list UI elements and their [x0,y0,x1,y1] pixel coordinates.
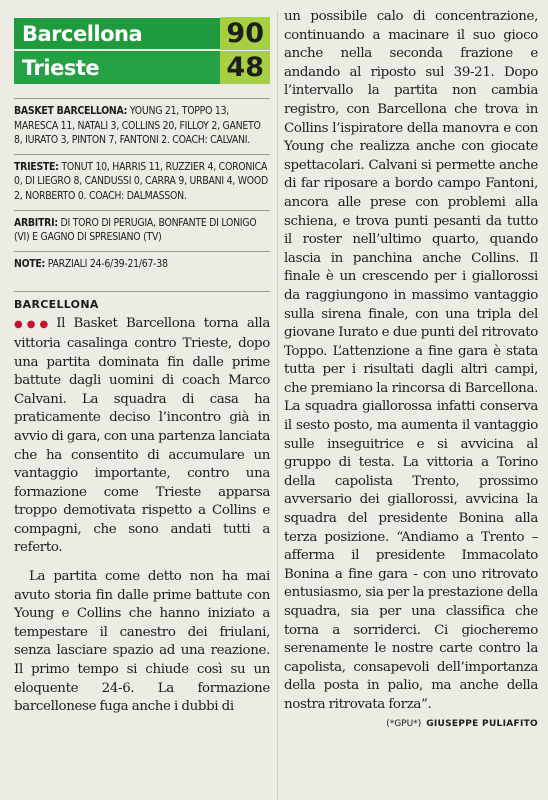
referees [14,216,270,245]
author-initials: (*GPU*) [386,718,422,729]
divider [14,154,270,155]
barcellona-lineup [14,104,270,148]
author-name: GIUSEPPE PULIAFITO [426,718,538,729]
byline [284,719,538,729]
notes-text: PARZIALI 24-6/39-21/67-38 [45,257,168,270]
referees-label: ARBITRI: [14,216,58,229]
boxscore [14,98,270,271]
barcellona-players: YOUNG 21, TOPPO 13, MARESCA 11, NATALI 3, COLLINS 20, FILLOY 2, GANETO 8, IURATO 3, PINTON 7, FANTONI 2. COACH: CALVANI. [14,105,261,147]
home-team-row [14,18,270,51]
away-team-row [14,51,270,84]
divider [14,210,270,211]
article-paragraph: La partita come detto non ha mai avuto storia fin dalle prime battute con Young e Collins che hanno iniziato a tempestare il canestro dei friulani, senza lasciare spazio ad una reazione. Il primo tempo si chiude così su un eloquente 24-6. La formazione barcellonese fuga anche i dubbi di [14,569,270,715]
section-label: BARCELLONA [14,291,270,311]
away-team-name: Trieste [22,55,100,80]
trieste-players: TONUT 10, HARRIS 11, RUZZIER 4, CORONICA 0, DI LIEGRO 8, CANDUSSI 0, CARRA 9, URBANI 4, WOOD 2, NORBERTO 0. COACH: DALMASSON. [14,160,268,202]
article-left-text [14,315,270,716]
divider [14,98,270,99]
column-divider [277,10,278,800]
away-team-score: 48 [220,51,270,84]
notes [14,257,270,272]
referees-text: DI TORO DI PERUGIA, BONFANTE DI LONIGO (VI) E GAGNO DI SPRESIANO (TV) [14,216,257,244]
article-paragraph [14,315,270,558]
notes-label: NOTE: [14,257,46,270]
barcellona-label: BASKET BARCELLONA: [14,105,128,117]
home-team-score: 90 [220,17,270,50]
divider [14,251,270,252]
trieste-lineup [14,160,270,204]
paragraph-text: Il Basket Barcellona torna alla vittoria casalinga contro Trieste, dopo una partita dominata fin dalle prime battute dagli uomini di coach Marco Calvani. La squadra di casa ha praticamente deciso l’incontro già in avvio di gara, con una partenza lanciata che ha consentito di accumulare un vantaggio importante, contro una formazione come Trieste apparsa troppo demotivata rispetto a Collins e compagni, che sono andati tutti a referto. [14,316,270,556]
trieste-label: TRIESTE: [14,160,59,173]
article-paragraph: un possibile calo di concentrazione, continuando a macinare il suo gioco anche nella seconda frazione e andando al riposto sul 39-21. Dopo l’intervallo la partita non cambia registro, con Barcellona che trova in Collins l’ispiratore della manovra e con Young che realizza anche con giocate spettacolari. Calvani si permette anche di far riposare a bordo campo Fantoni, ancora alle prese con problemi alla schiena, e trova punti pesanti da tutto il roster nell’ultimo quarto, quando lascia in panchina anche Collins. Il finale è un crescendo per i giallorossi da raggiungono in massimo vantaggio sulla sirena finale, con una tripla del giovane Iurato e due punti del ritrovato Toppo. L’attenzione a fine gara è stata tutta per i risultati dagli altri campi, che premiano la rincorsa di Barcellona. La squadra giallorossa infatti conserva il sesto posto, ma aumenta il vantaggio sulle inseguitrice e si avvicina al gruppo di testa. La vittoria a Torino della capolista Trento, prossimo avversario dei giallorossi, avvicina la squadra del presidente Bonina alla terza posizione. “Andiamo a Trento – afferma il presidente Immacolato Bonina a fine gara - con uno ritrovato entusiasmo, sia per la prestazione della squadra, sia per una classifica che torna a sorriderci. Ci giocheremo serenamente le nostre carte contro la capolista, consapevoli dell’importanza della posta in palio, ma anche della nostra ritrovata forza”. [284,9,538,712]
article-right-text [284,8,538,715]
scoreboard [14,18,270,84]
red-dots-marker: ●●● [14,319,53,331]
right-column [284,8,538,729]
left-column [14,18,270,717]
home-team-name: Barcellona [22,21,143,46]
